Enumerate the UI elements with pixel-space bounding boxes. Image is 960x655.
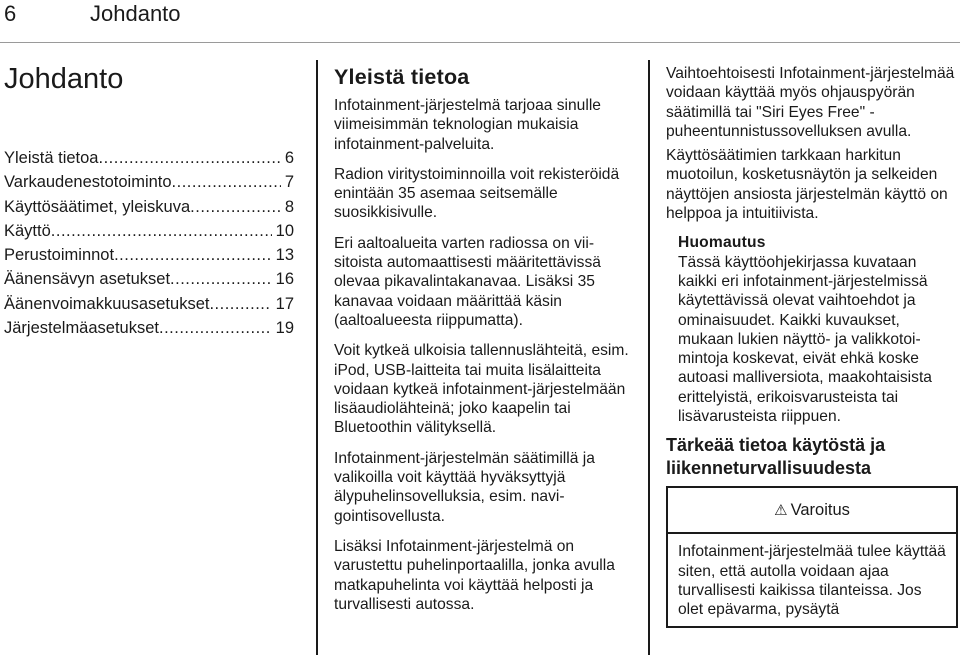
toc-leader [51,219,272,243]
subsection-heading: Tärkeää tietoa käytöstä ja liikenneturvallisuudesta [666,435,886,479]
note-heading: Huomautus [678,234,766,252]
paragraph: Infotainment-järjestelmä tarjoaa sinulle viimeisimmän teknologian mukaisia infotainment-palveluita. [334,97,601,153]
toc-leader [114,243,272,267]
toc-leader [172,170,281,194]
paragraph: Vaihtoehtoisesti Infotainment-järjestelmää voidaan käyttää myös ohjauspyörän säätimillä tai "Siri Eyes Free" -puheentunnistussovelluksen avulla. [666,65,955,140]
note-text: Tässä käyttöohjekirjassa kuvataan kaikki eri infotainment-järjestelmissä käytettävissä olevat vaihtoehdot ja ominaisuudet. Kaikki kuvaukset, mukaan lukien näyttö- ja valikkotoimintoja koskevat, eivät ehkä koske autoasi malliversiota, maakohtaisista erittelyistä, erikoisvarusteista tai lisävarusteista riippuen. [678,253,932,426]
toc-entry[interactable] [4,267,294,291]
toc-entry-title: Yleistä tietoa [4,149,99,167]
toc-entry-title: Äänenvoimakkuusasetukset [4,294,210,313]
toc-leader [209,292,271,316]
paragraph: Eri aaltoalueita varten radiossa on viisitoista automaattisesti määritettävissä olevaa pikavalintakanavaa. Lisäksi 35 kanavaa voidaan määrittää käsin (aaltoalueesta riippumatta). [334,234,601,329]
toc-entry-page: 13 [275,246,294,265]
paragraph: Infotainment-järjestelmän säätimillä ja valikoilla voit käyttää hyväksyttyjä älypuhelinsovelluksia, esim. navigointisovellusta. [334,449,595,525]
toc-entry[interactable] [4,243,294,267]
toc-entry-page: 17 [275,294,294,313]
toc-entry-title: Käyttösäätimet, yleiskuva [4,197,191,216]
warning-triangle-icon: ⚠ [774,502,788,520]
running-header: Johdanto [90,1,181,26]
general-info-column [334,64,634,625]
column-divider [316,60,318,655]
toc-leader [170,267,272,291]
warning-box [666,486,958,627]
toc-entry-title: Järjestelmäasetukset [4,319,159,338]
toc-entry[interactable] [4,170,294,194]
section-heading: Yleistä tietoa [334,65,470,89]
toc-entry-title: Perustoiminnot [4,246,115,265]
toc-entry-page: 10 [275,221,294,240]
table-of-contents [4,146,294,340]
paragraph: Voit kytkeä ulkoisia tallennuslähteitä, esim. iPod, USB-laitteita tai muita lisälaitteita voidaan kytkeä infotainment-järjestelmään lisäaudiolähteinä; joko kaapelin tai Bluetoothin välityksellä. [334,342,629,437]
toc-entry-title: Äänensävyn asetukset [4,270,171,289]
toc-entry-title: Käyttö [4,221,51,240]
toc-entry-page: 19 [275,319,294,338]
toc-entry[interactable] [4,195,294,219]
column-divider [648,60,650,655]
header-divider [0,42,960,43]
toc-entry-title: Varkaudenestotoiminto [4,173,172,192]
toc-entry[interactable] [4,146,294,170]
toc-entry[interactable] [4,316,294,340]
toc-leader [98,146,280,170]
toc-entry-page: 6 [284,149,294,167]
chapter-title: Johdanto [4,63,124,95]
warning-text: Infotainment-järjestelmää tulee käyttää siten, että autolla voidaan ajaa turvallisesti kaikissa tilanteissa. Jos olet epävarma, pysäytä [678,543,946,619]
paragraph: Lisäksi Infotainment-järjestelmä on varustettu puhelinportaalilla, jonka avulla matkapuhelinta voi käyttää helposti ja turvallisesti autossa. [334,537,615,613]
paragraph: Käyttösäätimien tarkkaan harkitun muotoilun, kosketusnäytön ja selkeiden näyttöjen ansiosta järjestelmän käyttö on helppoa ja intuitiivista. [666,147,948,223]
warning-label: Varoitus [790,500,850,519]
toc-leader [159,316,272,340]
paragraph: Radion viritystoiminnoilla voit rekisteröidä enintään 35 asemaa seitsemälle suosikkisivulle. [334,165,620,222]
page-number: 6 [4,1,17,26]
toc-leader [190,195,281,219]
warning-header [668,488,956,534]
toc-entry[interactable] [4,292,294,316]
right-column [666,64,958,628]
toc-entry-page: 16 [275,270,294,289]
toc-entry-page: 8 [284,197,294,216]
toc-entry-page: 7 [284,173,294,192]
toc-entry[interactable] [4,219,294,243]
